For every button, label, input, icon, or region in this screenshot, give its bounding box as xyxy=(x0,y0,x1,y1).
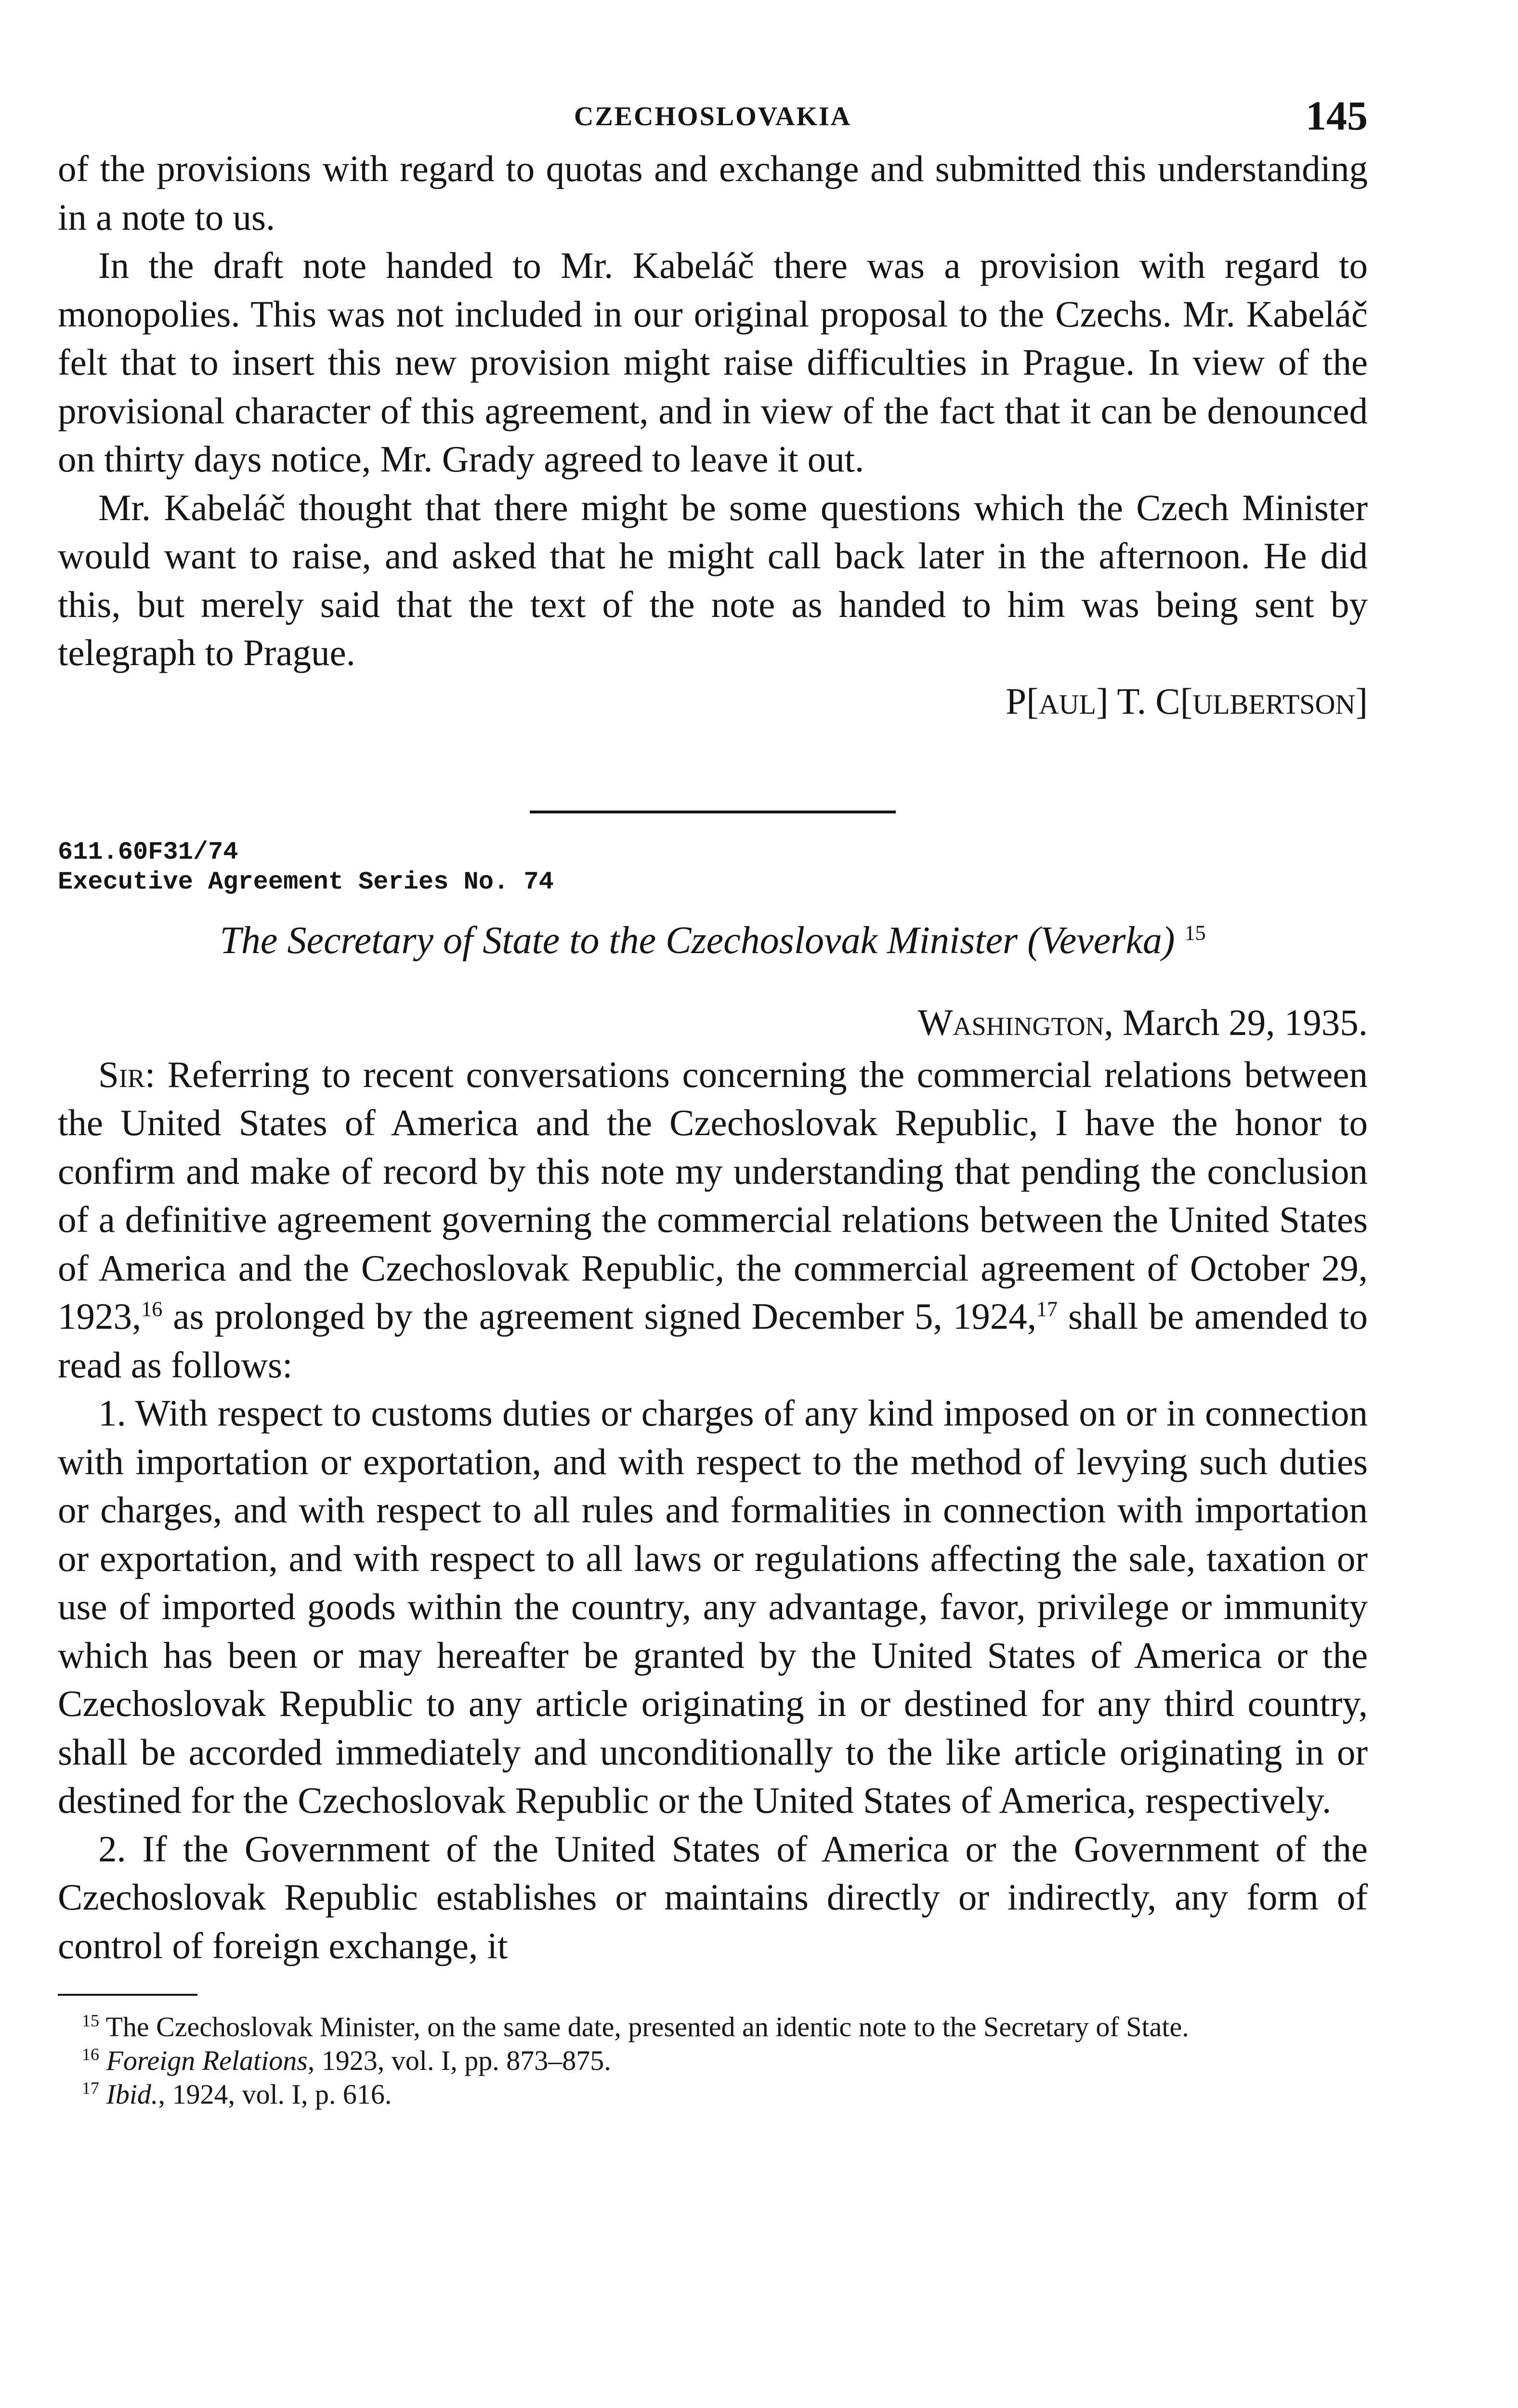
numbered-paragraph: 1. With respect to customs duties or charges of any kind imposed on or in connection with importation or exportation, and with respect to the method of levying such duties or charges, and with respect to all rules and formalities in connection with importation or exportation, and with respect to all laws or regulations affecting the sale, taxation or use of imported goods within the country, any advantage, favor, privilege or immunity which has been or may hereafter be granted by the United States of America or the Czechoslovak Republic to any article originating in or destined for any third country, shall be accorded immediately and unconditionally to the like article originating in or destined for the Czechoslovak Republic or the United States of America, respectively. xyxy=(58,1392,1368,1821)
dateline-date: , March 29, 1935. xyxy=(1104,1001,1368,1043)
footnote-text: , 1924, vol. I, p. 616. xyxy=(158,2079,392,2110)
paragraph: In the draft note handed to Mr. Kabeláč there was a provision with regard to monopolies. This was not included in our original proposal to the Czechs. Mr. Kabeláč felt that to insert this new provision might raise difficulties in Prague. In view of the provisional character of this agreement, and in view of the fact that it can be denounced on thirty days notice, Mr. Grady agreed to leave it out. xyxy=(58,245,1368,480)
signature-part: P[ xyxy=(1006,680,1039,722)
dateline-place: Washington xyxy=(917,1001,1104,1043)
signature-part: ] T. C[ xyxy=(1096,680,1193,722)
footnote xyxy=(58,2044,1368,2078)
text-run: : Referring to recent conversations concerning the commercial relations between the United States of America and the Czechoslovak Republic, I have the honor to confirm and make of record by this note my understanding that pending the conclusion of a definitive agreement governing the commercial relations between the United States of America and the Czechoslovak Republic, the commercial agreement of October 29, 1923, xyxy=(58,1053,1368,1337)
document-title xyxy=(58,916,1368,965)
paragraph xyxy=(58,1050,1368,1389)
footnote-ref: 17 xyxy=(1036,1297,1058,1321)
series-line: Executive Agreement Series No. 74 xyxy=(58,867,554,896)
page-number: 145 xyxy=(1306,92,1368,139)
footnote-mark: 16 xyxy=(82,2044,99,2064)
footnote-title: Ibid. xyxy=(106,2079,158,2110)
paragraph: Mr. Kabeláč thought that there might be some questions which the Czech Minister would want to raise, and asked that he might call back later in the afternoon. He did this, but merely said that the text of the note as handed to him was being sent by telegraph to Prague. xyxy=(58,486,1368,673)
signature-part: ] xyxy=(1355,680,1368,722)
footnote-divider xyxy=(58,1994,197,1996)
running-head: CZECHOSLOVAKIA xyxy=(574,102,852,131)
text-run: as prolonged by the agreement signed December 5, 1924, xyxy=(162,1296,1036,1337)
page-header xyxy=(58,72,1368,144)
file-number: 611.60F31/74 xyxy=(58,838,238,866)
footnote-text: , 1923, vol. I, pp. 873–875. xyxy=(307,2045,611,2076)
footnote-ref: 15 xyxy=(1184,920,1206,944)
footnote-mark: 15 xyxy=(82,2011,99,2030)
signature-part: ULBERTSON xyxy=(1192,688,1356,720)
document-title-text: The Secretary of State to the Czechoslovak Minister (Veverka) xyxy=(220,919,1175,962)
continuation-text xyxy=(58,144,1368,677)
note-text xyxy=(58,1050,1368,1970)
dateline xyxy=(58,998,1368,1047)
footnote xyxy=(58,2010,1368,2044)
paragraph: of the provisions with regard to quotas and exchange and submitted this understanding in a note to us. xyxy=(58,148,1368,238)
text-run: shall be amended to read as follows: xyxy=(58,1296,1368,1386)
footnote-ref: 16 xyxy=(141,1297,163,1321)
footnote xyxy=(58,2078,1368,2111)
section-divider xyxy=(530,811,896,813)
salutation: Sir xyxy=(98,1053,145,1095)
document-page xyxy=(58,72,1368,2111)
signature-part: AUL xyxy=(1038,688,1096,720)
footnote-title: Foreign Relations xyxy=(106,2045,308,2076)
footnotes xyxy=(58,2010,1368,2111)
footnote-text: The Czechoslovak Minister, on the same date, presented an identic note to the Secretary of State. xyxy=(99,2011,1189,2042)
numbered-paragraph: 2. If the Government of the United States of America or the Government of the Czechoslovak Republic establishes or maintains directly or indirectly, any form of control of foreign exchange, it xyxy=(58,1828,1368,1966)
footnote-mark: 17 xyxy=(82,2078,99,2098)
signature xyxy=(58,677,1368,729)
